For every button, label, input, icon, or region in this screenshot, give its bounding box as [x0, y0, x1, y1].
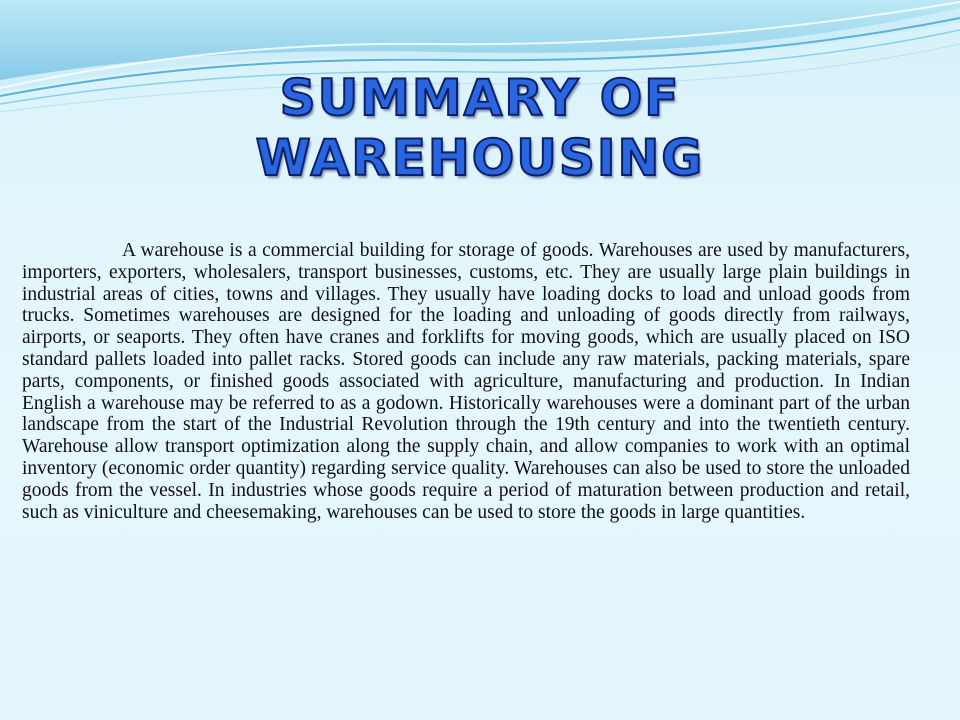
slide-title	[0, 68, 960, 188]
slide-title-line-1: SUMMARY OF	[279, 69, 681, 127]
slide-title-line-2: WAREHOUSING	[255, 129, 705, 187]
body-paragraph: A warehouse is a commercial building for storage of goods. Warehouses are used by manufacturers, importers, exporters, wholesalers, transport businesses, customs, etc. They are usually large plain buildings in industrial areas of cities, towns and villages. They usually have loading docks to load and unload goods from trucks. Sometimes warehouses are designed for the loading and unloading of goods directly from railways, airports, or seaports. They often have cranes and forklifts for moving goods, which are usually placed on ISO standard pallets loaded into pallet racks. Stored goods can include any raw materials, packing materials, spare parts, components, or finished goods associated with agriculture, manufacturing and production. In Indian English a warehouse may be referred to as a godown. Historically warehouses were a dominant part of the urban landscape from the start of the Industrial Revolution through the 19th century and into the twentieth century. Warehouse allow transport optimization along the supply chain, and allow companies to work with an optimal inventory (economic order quantity) regarding service quality. Warehouses can also be used to store the unloaded goods from the vessel. In industries whose goods require a period of maturation between production and retail, such as viniculture and cheesemaking, warehouses can be used to store the goods in large quantities.	[22, 240, 910, 523]
